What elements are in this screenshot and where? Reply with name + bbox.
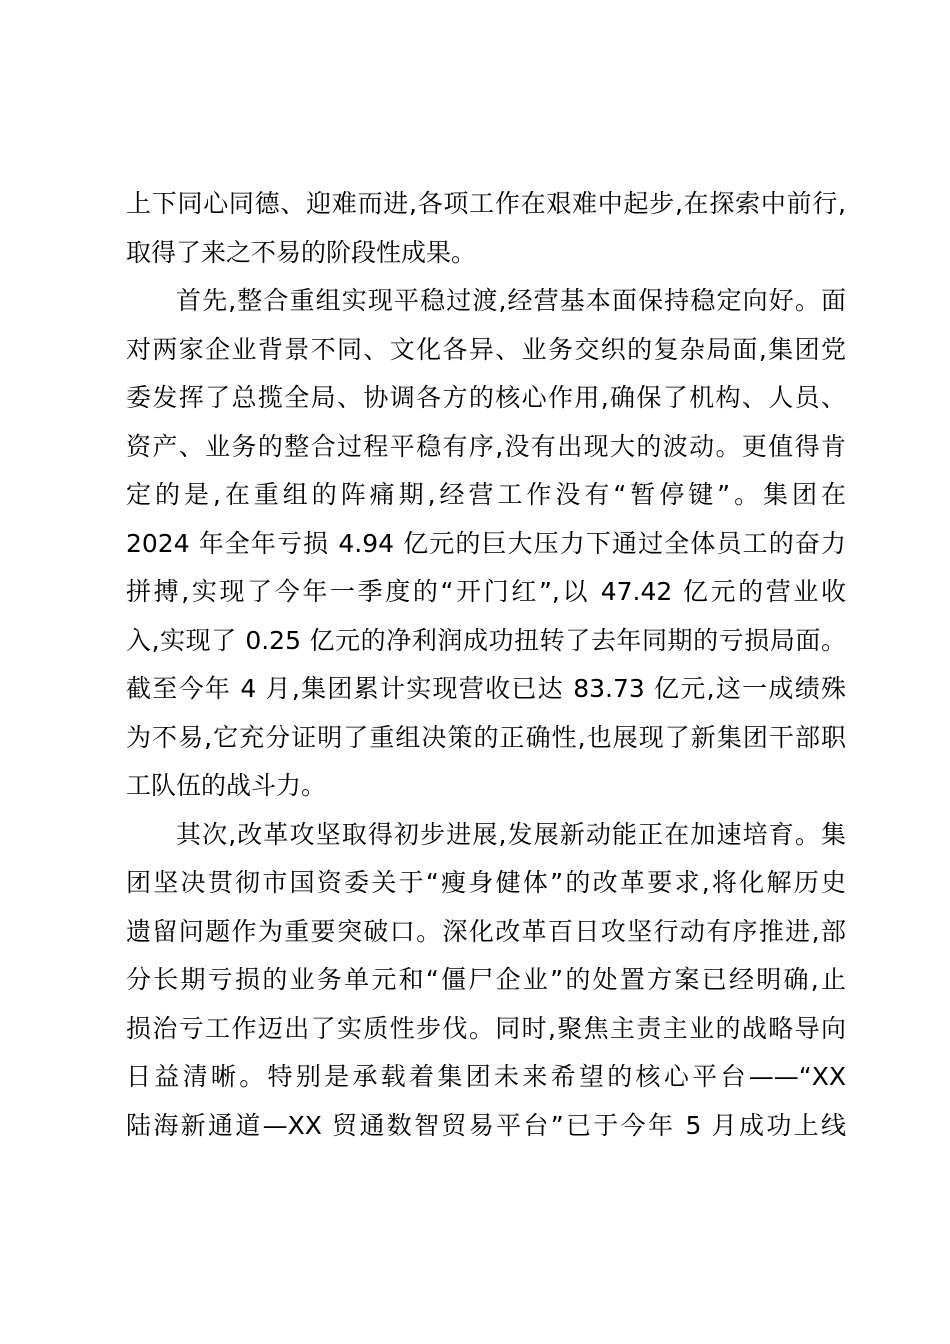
paragraph-1-line-1: 上下同心同德、迎难而进,各项工作在艰难中起步,在探索中前行, bbox=[126, 189, 846, 218]
paragraph-2-line-7: 拼搏,实现了今年一季度的“开门红”,以 47.42 亿元的营业收 bbox=[126, 577, 846, 606]
paragraph-2-line-5: 定的是,在重组的阵痛期,经营工作没有“暂停键”。集团在 bbox=[126, 480, 846, 509]
paragraph-2-line-6: 2024 年全年亏损 4.94 亿元的巨大压力下通过全体员工的奋力 bbox=[126, 528, 846, 558]
paragraph-2-line-8: 入,实现了 0.25 亿元的净利润成功扭转了去年同期的亏损局面。 bbox=[126, 625, 846, 655]
paragraph-1-line-2: 取得了来之不易的阶段性成果。 bbox=[126, 237, 477, 267]
paragraph-3-line-3: 遗留问题作为重要突破口。深化改革百日攻坚行动有序推进,部 bbox=[126, 916, 846, 946]
paragraph-3-line-2: 团坚决贯彻市国资委关于“瘦身健体”的改革要求,将化解历史 bbox=[126, 868, 846, 897]
body-text bbox=[126, 180, 846, 1150]
paragraph-2-line-4: 资产、业务的整合过程平稳有序,没有出现大的波动。更值得肯 bbox=[126, 431, 846, 461]
paragraph-2-line-3: 委发挥了总揽全局、协调各方的核心作用,确保了机构、人员、 bbox=[126, 383, 846, 412]
paragraph-2-line-9: 截至今年 4 月,集团累计实现营收已达 83.73 亿元,这一成绩殊 bbox=[126, 674, 846, 703]
paragraph-2-line-11: 工队伍的战斗力。 bbox=[126, 771, 327, 800]
paragraph-2-line-1: 首先,整合重组实现平稳过渡,经营基本面保持稳定向好。面 bbox=[176, 286, 846, 315]
paragraph-3-line-5: 损治亏工作迈出了实质性步伐。同时,聚焦主责主业的战略导向 bbox=[126, 1013, 846, 1043]
paragraph-2-line-2: 对两家企业背景不同、文化各异、业务交织的复杂局面,集团党 bbox=[126, 334, 846, 364]
paragraph-2-line-10: 为不易,它充分证明了重组决策的正确性,也展现了新集团干部职 bbox=[126, 722, 846, 752]
paragraph-3-line-1: 其次,改革攻坚取得初步进展,发展新动能正在加速培育。集 bbox=[176, 819, 846, 849]
paragraph-3-line-6: 日益清晰。特别是承载着集团未来希望的核心平台——“XX bbox=[126, 1062, 846, 1091]
paragraph-3-line-4: 分长期亏损的业务单元和“僵尸企业”的处置方案已经明确,止 bbox=[126, 965, 846, 994]
paragraph-3-line-7: 陆海新通道—XX 贸通数智贸易平台”已于今年 5 月成功上线 bbox=[126, 1110, 846, 1140]
